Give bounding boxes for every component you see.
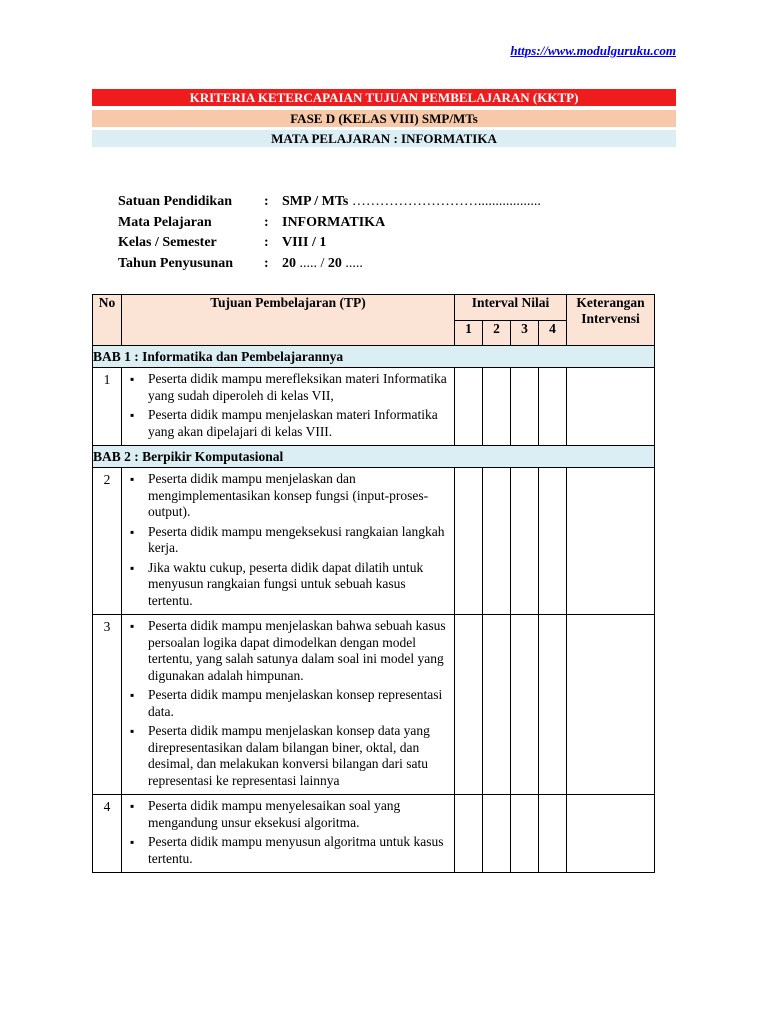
info-label: Mata Pelajaran (118, 214, 212, 230)
identity-block (118, 192, 541, 274)
score-cell-4[interactable] (539, 615, 567, 795)
intervention-cell[interactable] (567, 795, 655, 873)
info-row-year (118, 254, 541, 275)
info-value: VIII / 1 (282, 235, 327, 250)
tp-item: ▪ Peserta didik mampu mengeksekusi rangkaian langkah kerja. (126, 524, 450, 557)
tp-item: ▪ Peserta didik mampu menyelesaikan soal yang mengandung unsur eksekusi algoritma. (126, 798, 450, 831)
score-cell-1[interactable] (455, 615, 483, 795)
info-colon: : (264, 214, 269, 230)
info-row-school (118, 192, 541, 213)
score-cell-3[interactable] (511, 468, 539, 615)
tp-cell (122, 468, 455, 615)
header-no: No (93, 295, 122, 346)
score-cell-4[interactable] (539, 468, 567, 615)
info-label: Satuan Pendidikan (118, 194, 232, 209)
tp-item: ▪ Peserta didik mampu menjelaskan bahwa sebuah kasus persoalan logika dapat dimodelkan dengan model tertentu, yang salah satunya dalam soal ini model yang digunakan adalah himpunan. (126, 618, 450, 684)
score-cell-3[interactable] (511, 795, 539, 873)
table-row (93, 795, 655, 873)
info-dots: ..... (341, 255, 363, 271)
header-interval-2: 2 (483, 321, 511, 346)
table-row (93, 468, 655, 615)
info-value: SMP / MTs ……………………….................. (282, 194, 541, 209)
info-dots: ……………………….................. (348, 194, 541, 209)
score-cell-3[interactable] (511, 615, 539, 795)
table-row (93, 368, 655, 446)
info-value: INFORMATIKA (282, 214, 386, 230)
info-value: 20 ..... / 20 ..... (282, 255, 363, 271)
score-cell-4[interactable] (539, 368, 567, 446)
row-number: 2 (93, 468, 122, 615)
phase-subtitle: FASE D (KELAS VIII) SMP/MTs (92, 110, 676, 127)
intervention-cell[interactable] (567, 368, 655, 446)
info-label: Tahun Penyusunan (118, 255, 234, 271)
kktp-table (92, 294, 655, 873)
row-number: 1 (93, 368, 122, 446)
score-cell-1[interactable] (455, 368, 483, 446)
info-dots: ..... / (296, 255, 328, 271)
header-interval-3: 3 (511, 321, 539, 346)
table-row (93, 615, 655, 795)
tp-cell (122, 795, 455, 873)
tp-item: ▪ Peserta didik mampu menjelaskan konsep representasi data. (126, 687, 450, 720)
tp-item: ▪ Peserta didik mampu menjelaskan dan mengimplementasikan konsep fungsi (input-proses-output). (126, 471, 450, 521)
header-interval-4: 4 (539, 321, 567, 346)
tp-item: ▪ Jika waktu cukup, peserta didik dapat dilatih untuk menyusun rangkaian fungsi untuk sebuah kasus tertentu. (126, 560, 450, 610)
tp-item: ▪ Peserta didik mampu menjelaskan materi Informatika yang akan dipelajari di kelas VIII. (126, 407, 450, 440)
header-keterangan: Keterangan Intervensi (567, 295, 655, 346)
row-number: 4 (93, 795, 122, 873)
score-cell-1[interactable] (455, 468, 483, 615)
chapter-heading: BAB 1 : Informatika dan Pembelajarannya (93, 346, 655, 368)
tp-cell (122, 368, 455, 446)
source-url-link[interactable]: https://www.modulguruku.com (510, 43, 676, 58)
score-cell-4[interactable] (539, 795, 567, 873)
intervention-cell[interactable] (567, 468, 655, 615)
score-cell-2[interactable] (483, 615, 511, 795)
tp-item: ▪ Peserta didik mampu menjelaskan konsep data yang direpresentasikan dalam bilangan biner, oktal, dan desimal, dan melakukan konversi bilangan dari satu representasi ke representasi lainnya (126, 723, 450, 789)
score-cell-2[interactable] (483, 468, 511, 615)
subject-subtitle: MATA PELAJARAN : INFORMATIKA (92, 130, 676, 147)
score-cell-2[interactable] (483, 795, 511, 873)
tp-item: ▪ Peserta didik mampu merefleksikan materi Informatika yang sudah diperoleh di kelas VII, (126, 371, 450, 404)
info-colon: : (264, 235, 269, 250)
score-cell-1[interactable] (455, 795, 483, 873)
row-number: 3 (93, 615, 122, 795)
tp-item: ▪ Peserta didik mampu menyusun algoritma untuk kasus tertentu. (126, 834, 450, 867)
score-cell-3[interactable] (511, 368, 539, 446)
header-interval: Interval Nilai (455, 295, 567, 321)
info-row-subject (118, 213, 541, 234)
header-tp: Tujuan Pembelajaran (TP) (122, 295, 455, 346)
header-interval-1: 1 (455, 321, 483, 346)
tp-cell (122, 615, 455, 795)
info-colon: : (264, 194, 269, 209)
score-cell-2[interactable] (483, 368, 511, 446)
info-row-class (118, 233, 541, 254)
info-colon: : (264, 255, 269, 271)
chapter-heading: BAB 2 : Berpikir Komputasional (93, 446, 655, 468)
document-title: KRITERIA KETERCAPAIAN TUJUAN PEMBELAJARAN (KKTP) (92, 89, 676, 106)
info-label: Kelas / Semester (118, 235, 217, 250)
intervention-cell[interactable] (567, 615, 655, 795)
